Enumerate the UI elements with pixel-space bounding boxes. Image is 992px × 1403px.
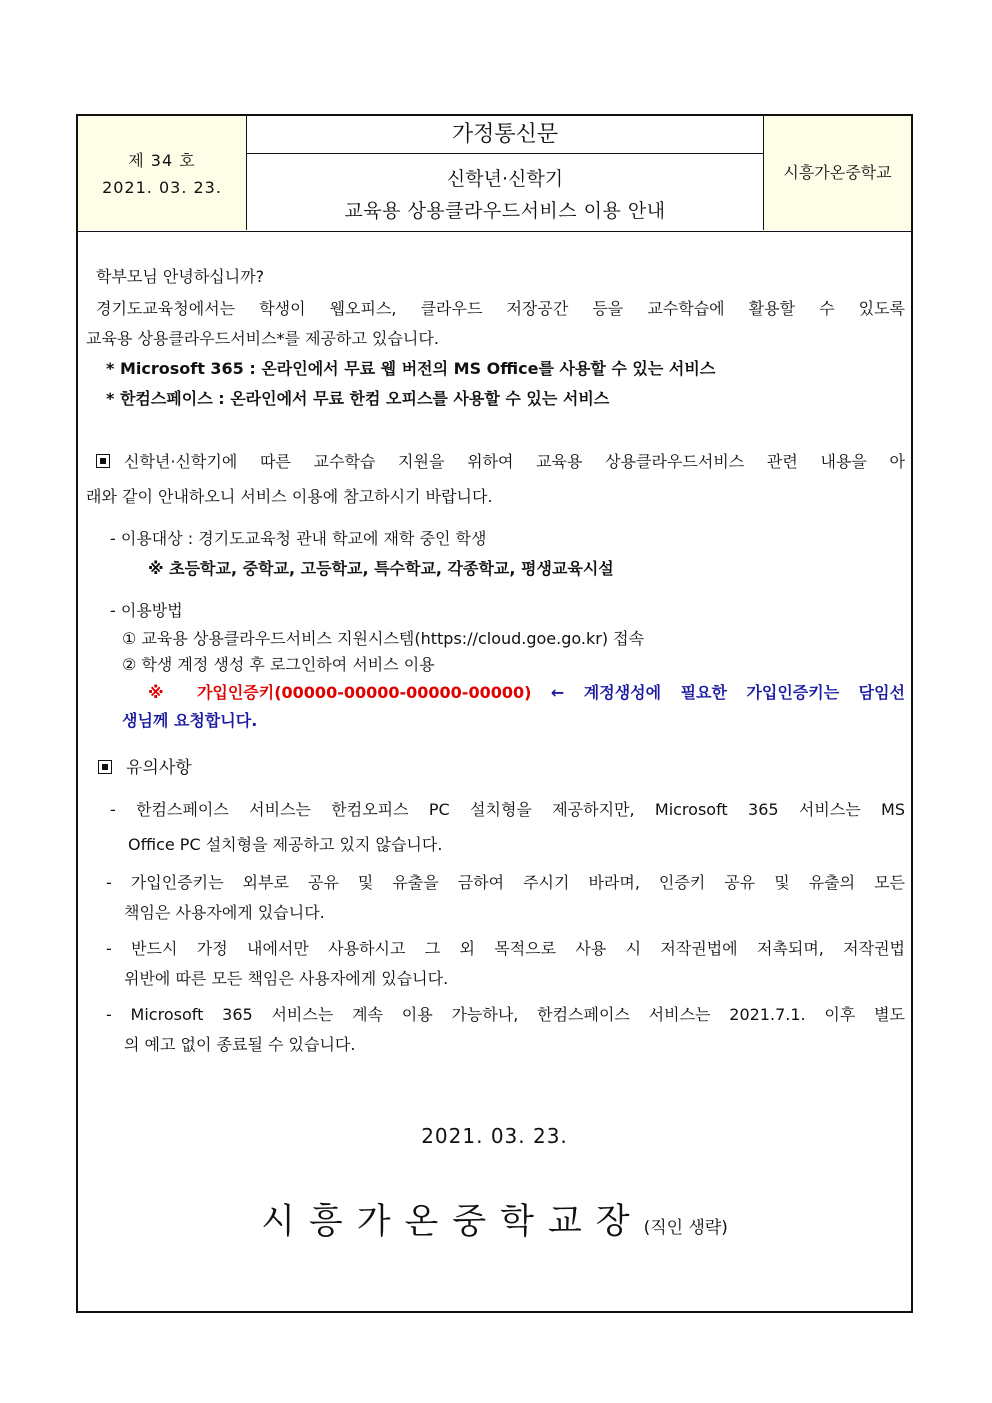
footer-date: 2021. 03. 23. [421,1124,568,1148]
caution-2-line1: - 가입인증키는 외부로 공유 및 유출을 금하여 주시기 바라며, 인증키 공유 및 유출의 모든 [106,873,905,892]
notice-line2: 래와 같이 안내하오니 서비스 이용에 참고하시기 바랍니다. [86,487,493,506]
cautions-heading-text: 유의사항 [126,758,192,778]
caution-3-line2: 위반에 따른 모든 책임은 사용자에게 있습니다. [124,969,449,988]
caution-1-line2: Office PC 설치형을 제공하고 있지 않습니다. [128,835,443,854]
issue-date: 2021. 03. 23. [102,178,222,197]
caution-4-line1: - Microsoft 365 서비스는 계속 이용 가능하나, 한컴스페이스 서비스는 2021.7.1. 이후 별도 [106,1005,905,1024]
method-label: - 이용방법 [110,601,183,620]
intro-para-line1: 경기도교육청에서는 학생이 웹오피스, 클라우드 저장공간 등을 교수학습에 활용할 수 있도록 [96,299,905,318]
issue-cell [78,116,247,230]
issue-number: 제 34 호 [128,151,196,170]
school-name: 시흥가온중학교 [763,116,911,230]
signature-line [78,1194,911,1244]
notice-line1 [96,449,905,472]
service-microsoft365: * Microsoft 365 : 온라인에서 무료 웹 버전의 MS Office를 사용할 수 있는 서비스 [106,359,716,378]
header-table [78,116,911,232]
title-line-1: 신학년·신학기 [446,168,564,190]
signer-name: 시흥가온중학교장 [261,1202,644,1242]
target-note: ※ 초등학교, 중학교, 고등학교, 특수학교, 각종학교, 평생교육시설 [148,559,614,578]
service-hancomspace: * 한컴스페이스 : 온라인에서 무료 한컴 오피스를 사용할 수 있는 서비스 [106,389,610,408]
seal-note: (직인 생략) [643,1218,728,1238]
signup-key-note: ← 계정생성에 필요한 가입인증키는 담임선 [550,683,905,702]
method-step1: ① 교육용 상용클라우드서비스 지원시스템(https://cloud.goe.go.kr) 접속 [122,629,645,648]
method-step2: ② 학생 계정 생성 후 로그인하여 서비스 이용 [122,655,435,674]
newsletter-frame [76,114,913,1313]
intro-para-line2: 교육용 상용클라우드서비스*를 제공하고 있습니다. [86,329,439,348]
doc-type: 가정통신문 [247,116,763,154]
signup-key-line [148,680,905,703]
square-bullet-icon [98,760,112,774]
caution-3-line1: - 반드시 가정 내에서만 사용하시고 그 외 목적으로 사용 시 저작권법에 저촉되며, 저작권법 [106,939,905,958]
target-label: - 이용대상 : 경기도교육청 관내 학교에 재학 중인 학생 [110,529,487,548]
title-line-2: 교육용 상용클라우드서비스 이용 안내 [344,200,666,222]
signup-key-note-cont: 생님께 요청합니다. [122,711,258,730]
title-cell [247,116,763,230]
square-bullet-icon [96,454,110,468]
cautions-heading [98,753,192,778]
caution-2-line2: 책임은 사용자에게 있습니다. [124,903,325,922]
greeting: 학부모님 안녕하십니까? [96,267,265,286]
caution-4-line2: 의 예고 없이 종료될 수 있습니다. [124,1035,356,1054]
signup-key: ※ 가입인증키(00000-00000-00000-00000) [148,683,532,702]
notice-line1-text: 신학년·신학기에 따른 교수학습 지원을 위하여 교육용 상용클라우드서비스 관련 내용을 아 [124,452,905,471]
caution-1-line1: - 한컴스페이스 서비스는 한컴오피스 PC 설치형을 제공하지만, Microsoft 365 서비스는 MS [110,800,905,819]
